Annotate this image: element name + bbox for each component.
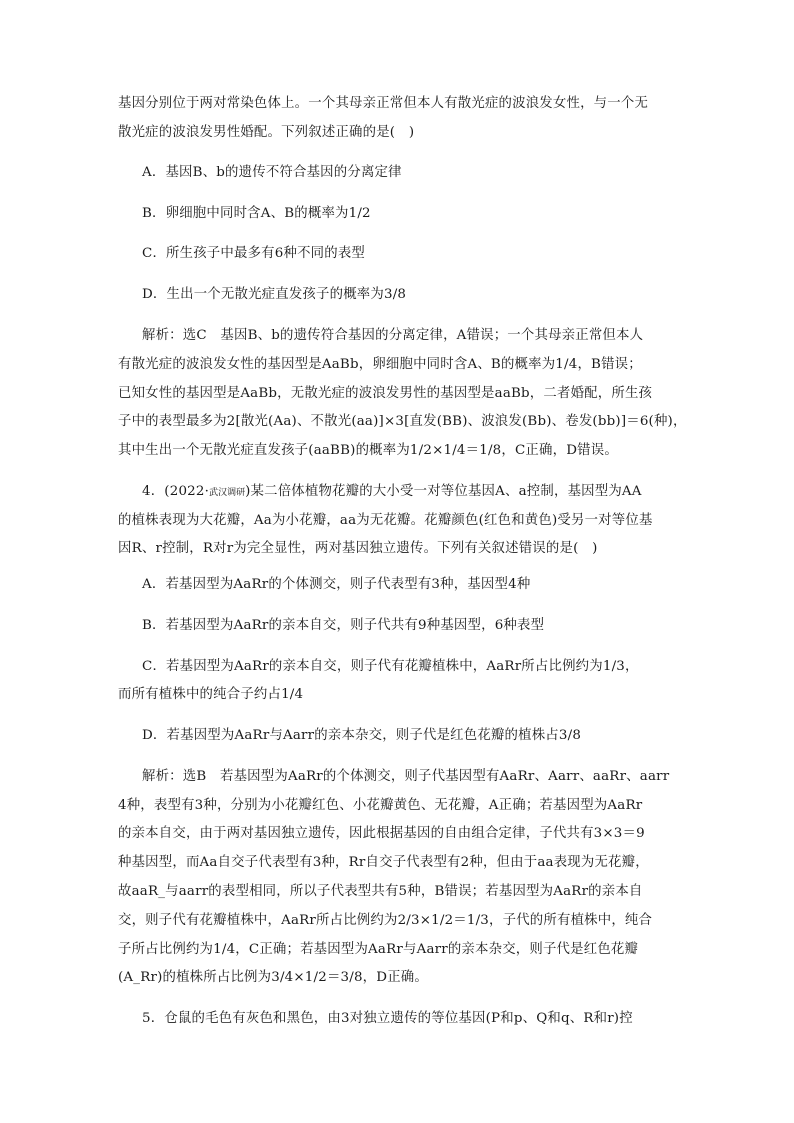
q4-analysis-line-8: (A_Rr)的植株所占比例为3/4×1/2＝3/8，D正确。 — [118, 970, 428, 985]
q4-source: 武汉调研 — [209, 488, 246, 498]
q4-analysis-line-3: 的亲本自交，由于两对基因独立遗传，因此根据基因的自由组合定律，子代共有3×3＝9 — [118, 826, 645, 841]
q4-option-c-line-2: 而所有植株中的纯合子约占1/4 — [118, 687, 304, 702]
q4-analysis-line-6: 交，则子代有花瓣植株中，AaRr所占比例约为2/3×1/2＝1/3，子代的所有植株中，纯合 — [118, 913, 653, 928]
q3-analysis-line-5: 其中生出一个无散光症直发孩子(aaBB)的概率为1/2×1/4＝1/8，C正确，D错误。 — [118, 443, 618, 458]
q3-option-b: B．卵细胞中同时含A、B的概率为1/2 — [142, 206, 371, 221]
q3-analysis-line-1: 解析：选C 基因B、b的遗传符合基因的分离定律，A错误；一个其母亲正常但本人 — [142, 328, 644, 343]
q4-option-b: B．若基因型为AaRr的亲本自交，则子代共有9种基因型，6种表型 — [142, 618, 545, 633]
q4-analysis-line-7: 子所占比例约为1/4，C正确；若基因型为AaRr与Aarr的亲本杂交，则子代是红色花瓣 — [118, 942, 639, 957]
q4-stem-rest: )某二倍体植物花瓣的大小受一对等位基因A、a控制，基因型为AA — [245, 484, 642, 499]
q4-option-c-line-1: C．若基因型为AaRr的亲本自交，则子代有花瓣植株中，AaRr所占比例约为1/3， — [142, 659, 639, 674]
q4-analysis-line-1: 解析：选B 若基因型为AaRr的个体测交，则子代基因型有AaRr、Aarr、aaRr、aarr — [142, 769, 670, 784]
q3-analysis-line-2: 有散光症的波浪发女性的基因型是AaBb，卵细胞中同时含A、B的概率为1/4，B错误； — [118, 357, 642, 372]
q5-stem-line-1: 5．仓鼠的毛色有灰色和黑色，由3对独立遗传的等位基因(P和p、Q和q、R和r)控 — [142, 1011, 633, 1026]
q3-option-c: C．所生孩子中最多有6种不同的表型 — [142, 246, 366, 261]
q4-option-d: D．若基因型为AaRr与Aarr的亲本杂交，则子代是红色花瓣的植株占3/8 — [142, 728, 582, 743]
q3-stem-line-1: 基因分别位于两对常染色体上。一个其母亲正常但本人有散光症的波浪发女性，与一个无 — [118, 96, 649, 111]
q4-number: 4．(2022· — [142, 484, 210, 499]
q3-stem-line-2: 散光症的波浪发男性婚配。下列叙述正确的是( ) — [118, 125, 415, 140]
q3-analysis-line-4: 子中的表型最多为2[散光(Aa)、不散光(aa)]×3[直发(BB)、波浪发(Bb)、卷发(bb)]＝6(种)， — [118, 414, 687, 429]
q3-option-d: D．生出一个无散光症直发孩子的概率为3/8 — [142, 287, 407, 302]
q4-analysis-line-4: 种基因型，而Aa自交子代表型有3种，Rr自交子代表型有2种，但由于aa表现为无花瓣， — [118, 855, 649, 870]
q3-analysis-line-3: 已知女性的基因型是AaBb，无散光症的波浪发男性的基因型是aaBb，二者婚配，所生孩 — [118, 386, 653, 401]
q4-analysis-line-5: 故aaR_与aarr的表型相同，所以子代表型共有5种，B错误；若基因型为AaRr的亲本自 — [118, 884, 643, 899]
q4-stem-line-2: 的植株表现为大花瓣，Aa为小花瓣，aa为无花瓣。花瓣颜色(红色和黄色)受另一对等位基 — [118, 513, 653, 528]
q4-stem-line-1 — [142, 483, 642, 502]
q4-analysis-line-2: 4种，表型有3种，分别为小花瓣红色、小花瓣黄色、无花瓣，A正确；若基因型为AaRr — [118, 798, 643, 813]
q4-option-a: A．若基因型为AaRr的个体测交，则子代表型有3种，基因型4种 — [142, 577, 531, 592]
q4-stem-line-3: 因R、r控制，R对r为完全显性，两对基因独立遗传。下列有关叙述错误的是( ) — [118, 541, 598, 556]
q3-option-a: A．基因B、b的遗传不符合基因的分离定律 — [142, 165, 402, 180]
